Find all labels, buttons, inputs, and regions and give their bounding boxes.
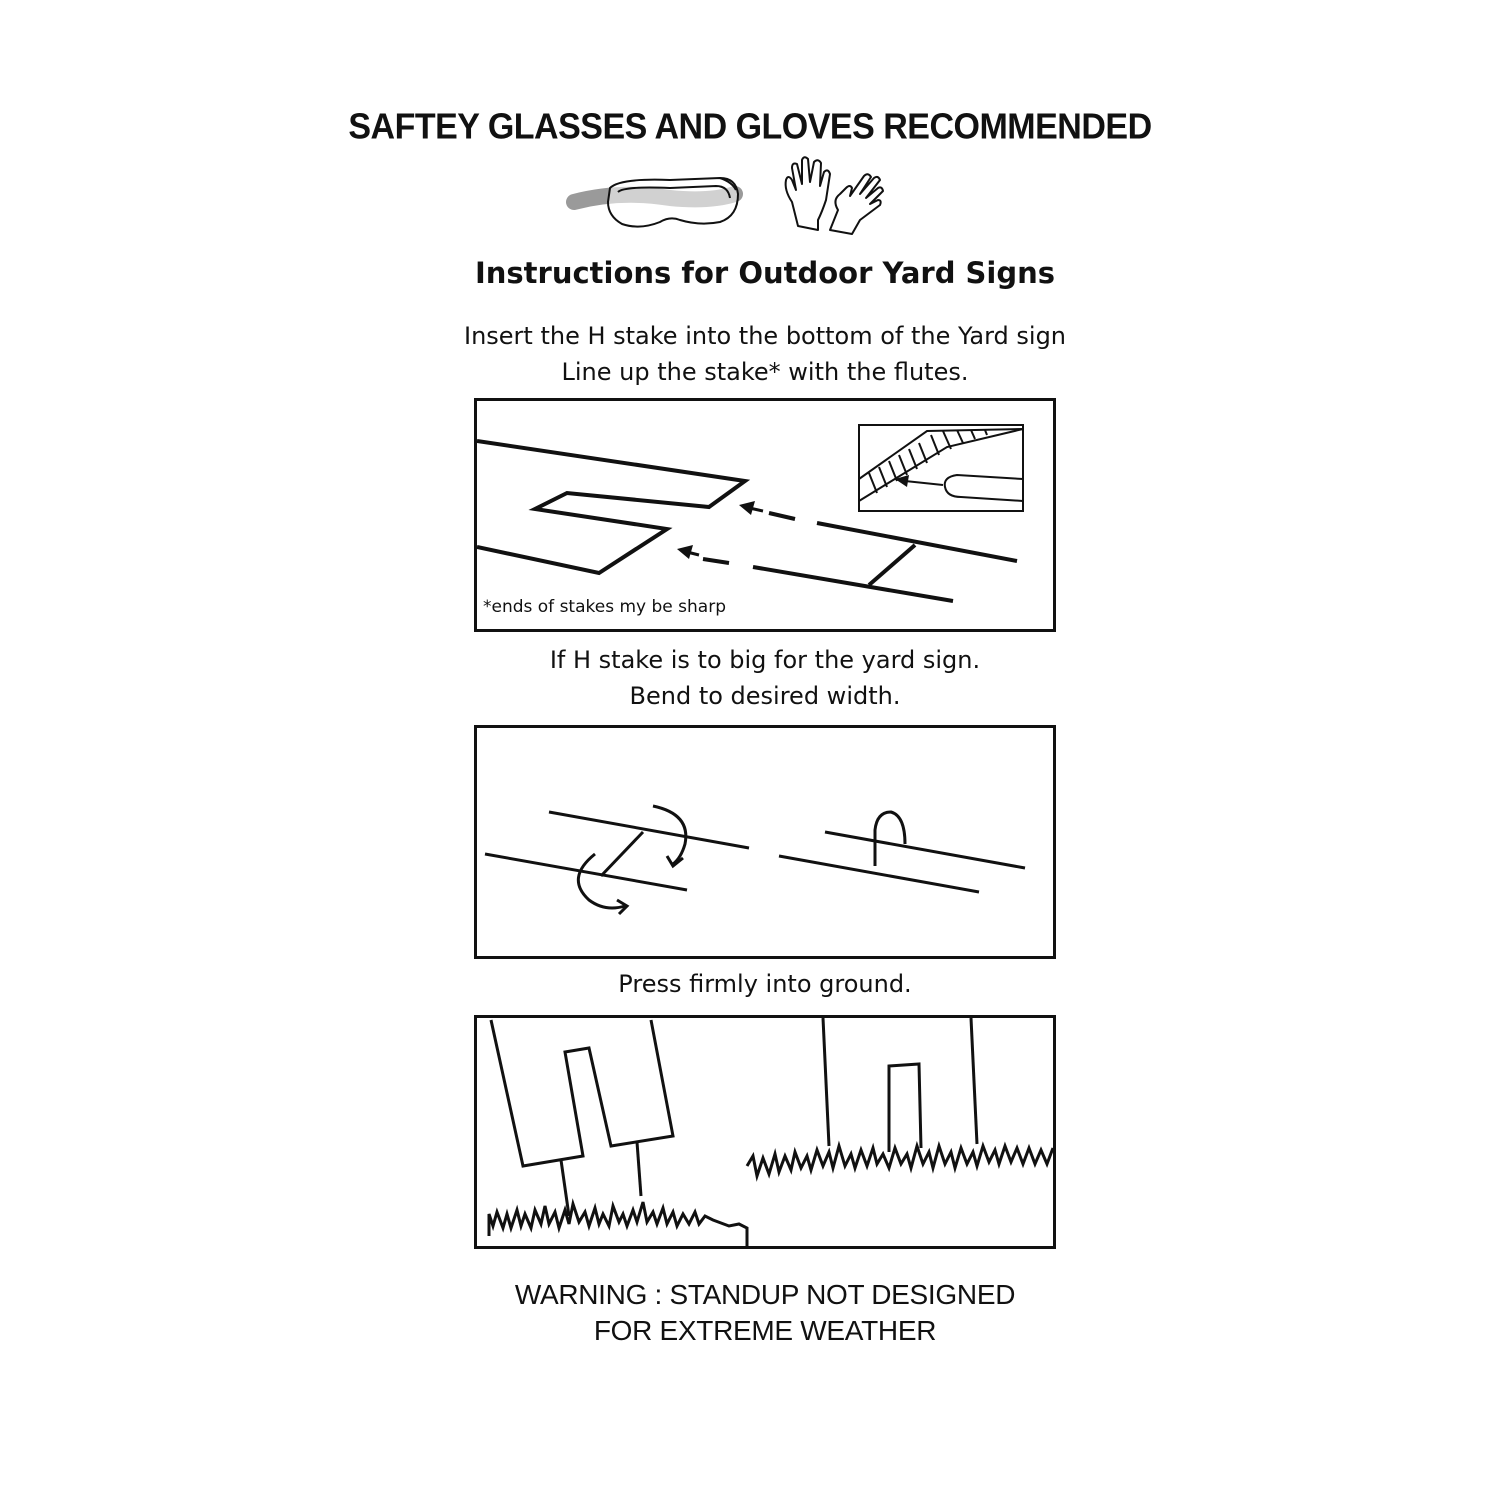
h-stake-insertion-illustration <box>477 401 1053 629</box>
step-2-illustration-panel <box>474 725 1056 959</box>
step-3-illustration-panel <box>474 1015 1056 1249</box>
warning-line-2: FOR EXTREME WEATHER <box>593 1315 937 1346</box>
step-1-illustration-panel <box>474 398 1056 632</box>
step-2-line-2: Bend to desired width. <box>629 682 901 710</box>
safety-goggles-icon <box>574 178 738 227</box>
safety-heading: SAFTEY GLASSES AND GLOVES RECOMMENDED <box>348 107 1152 147</box>
warning-line-1: WARNING : STANDUP NOT DESIGNED <box>514 1279 1016 1310</box>
h-stake-bending-illustration <box>477 728 1053 956</box>
step-1-line-2: Line up the stake* with the flutes. <box>561 358 969 386</box>
sign-in-grass-illustration <box>477 1018 1053 1246</box>
extreme-weather-warning <box>0 1277 1500 1349</box>
step-2-text <box>0 642 1500 714</box>
step-1-line-1: Insert the H stake into the bottom of the Yard sign <box>463 322 1067 350</box>
work-gloves-icon <box>786 157 883 234</box>
step-2-line-1: If H stake is to big for the yard sign. <box>549 646 981 674</box>
step-3-line-1: Press firmly into ground. <box>618 970 912 998</box>
flute-detail-inset <box>859 425 1023 511</box>
step-1-text <box>0 318 1500 390</box>
sharp-stakes-footnote: *ends of stakes my be sharp <box>483 597 726 617</box>
step-3-text <box>0 966 1500 1002</box>
instructions-title: Instructions for Outdoor Yard Signs <box>474 256 1056 290</box>
ppe-icons <box>560 150 900 240</box>
